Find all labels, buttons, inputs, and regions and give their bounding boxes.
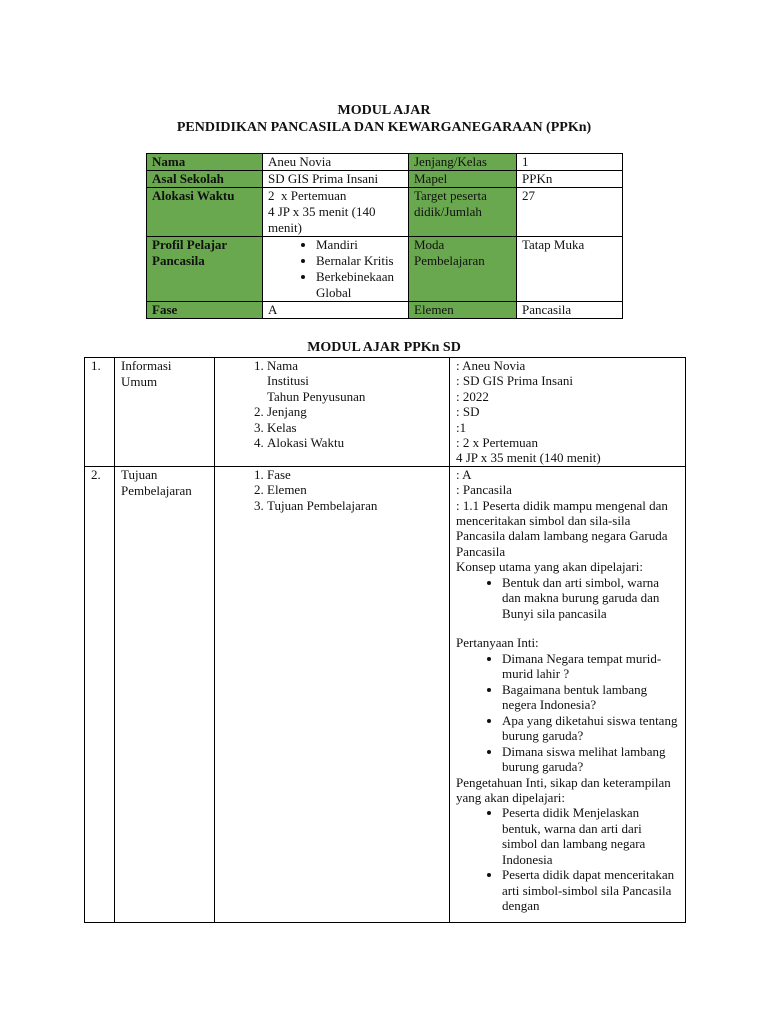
list-item: 3. Tujuan Pembelajaran — [267, 498, 443, 513]
alokasi-value-line-2: 4 JP x 35 menit (140 menit) — [268, 204, 376, 235]
item-label: Nama — [267, 358, 299, 373]
list-item: • Dimana Negara tempat murid-murid lahir ? — [502, 651, 679, 682]
alokasi-label: Alokasi Waktu — [147, 188, 263, 237]
jenjang-value: 1 — [517, 154, 623, 171]
item-label: Institusi — [267, 373, 309, 389]
nama-label: Nama — [147, 154, 263, 171]
value-line: : SD — [456, 404, 480, 420]
list-item: • Peserta didik Menjelaskan bentuk, warna dan arti dari simbol dan lambang negara Indonesia — [502, 805, 679, 867]
jenjang-label: Jenjang/Kelas — [409, 154, 517, 171]
value-line: : A — [456, 466, 472, 482]
list-item — [267, 358, 443, 404]
table-row — [85, 358, 686, 467]
value-line: : SD GIS Prima Insani — [456, 373, 573, 389]
pertanyaan-list — [456, 651, 679, 775]
list-item: 3. Kelas — [267, 420, 443, 435]
profil-list — [268, 237, 403, 301]
row-values — [450, 358, 686, 467]
value-line: : Aneu Novia — [456, 358, 526, 373]
elemen-value: Pancasila — [517, 302, 623, 319]
items-list — [221, 358, 443, 450]
identity-row-nama — [147, 154, 623, 171]
identity-table — [146, 153, 623, 319]
items-list — [221, 467, 443, 513]
mapel-value: PPKn — [517, 171, 623, 188]
alokasi-value-line-1: 2 x Pertemuan — [268, 188, 347, 203]
row-number: 1. — [85, 358, 115, 467]
pengetahuan-label: Pengetahuan Inti, sikap dan keterampilan yang akan dipelajari: — [456, 774, 671, 805]
list-item: 2. Elemen — [267, 482, 443, 497]
value-line: 4 JP x 35 menit (140 menit) — [456, 450, 601, 466]
list-item: • Dimana siswa melihat lambang burung garuda? — [502, 744, 679, 775]
list-item: 4. Alokasi Waktu — [267, 435, 443, 450]
spacer — [456, 621, 679, 635]
row-items — [215, 358, 450, 467]
konsep-list — [456, 575, 679, 621]
row-number: 2. — [85, 466, 115, 922]
value-line: : 2 x Pertemuan — [456, 435, 538, 451]
identity-row-alokasi — [147, 188, 623, 237]
value-line: :1 — [456, 419, 467, 435]
list-item: • Apa yang diketahui siswa tentang burung garuda? — [502, 713, 679, 744]
moda-value: Tatap Muka — [517, 237, 623, 302]
row-items — [215, 466, 450, 922]
profil-label: Profil Pelajar Pancasila — [147, 237, 263, 302]
list-item: • Peserta didik dapat menceritakan arti simbol-simbol sila Pancasila dengan — [502, 867, 679, 913]
mapel-label: Mapel — [409, 171, 517, 188]
list-item: 2. Jenjang — [267, 404, 443, 419]
value-line: : 2022 — [456, 388, 489, 404]
list-item: 1. Fase — [267, 467, 443, 482]
identity-row-profil — [147, 237, 623, 302]
pertanyaan-label: Pertanyaan Inti: — [456, 635, 539, 651]
section-title: MODUL AJAR PPKn SD — [307, 340, 461, 355]
elemen-label: Elemen — [409, 302, 517, 319]
identity-row-asal — [147, 171, 623, 188]
fase-value: A — [263, 302, 409, 319]
document-title: MODUL AJAR — [337, 103, 431, 118]
nama-value: Aneu Novia — [263, 154, 409, 171]
konsep-label: Konsep utama yang akan dipelajari: — [456, 559, 643, 575]
row-section-label: Informasi Umum — [115, 358, 215, 467]
identity-row-fase — [147, 302, 623, 319]
item-label: Tahun Penyusunan — [267, 388, 366, 404]
target-value: 27 — [517, 188, 623, 237]
row-values — [450, 466, 686, 922]
moda-label: Moda Pembelajaran — [409, 237, 517, 302]
target-label: Target peserta didik/Jumlah — [409, 188, 517, 237]
profil-item: • Mandiri — [316, 237, 403, 253]
module-table — [84, 357, 686, 923]
table-row — [85, 466, 686, 922]
asal-sekolah-label: Asal Sekolah — [147, 171, 263, 188]
list-item: • Bentuk dan arti simbol, warna dan makna burung garuda dan Bunyi sila pancasila — [502, 575, 679, 621]
pengetahuan-list — [456, 805, 679, 913]
profil-item: • Bernalar Kritis — [316, 253, 403, 269]
profil-value — [263, 237, 409, 302]
alokasi-value — [263, 188, 409, 237]
value-line: : 1.1 Peserta didik mampu mengenal dan menceritakan simbol dan sila-sila Pancasila dalam lambang negara Garuda Pancasila — [456, 497, 668, 559]
fase-label: Fase — [147, 302, 263, 319]
document-subtitle: PENDIDIKAN PANCASILA DAN KEWARGANEGARAAN (PPKn) — [176, 120, 592, 135]
profil-item: • Berkebinekaan Global — [316, 269, 403, 301]
row-section-label: Tujuan Pembelajaran — [115, 466, 215, 922]
value-line: : Pancasila — [456, 482, 512, 498]
asal-sekolah-value: SD GIS Prima Insani — [263, 171, 409, 188]
list-item: • Bagaimana bentuk lambang negera Indonesia? — [502, 682, 679, 713]
